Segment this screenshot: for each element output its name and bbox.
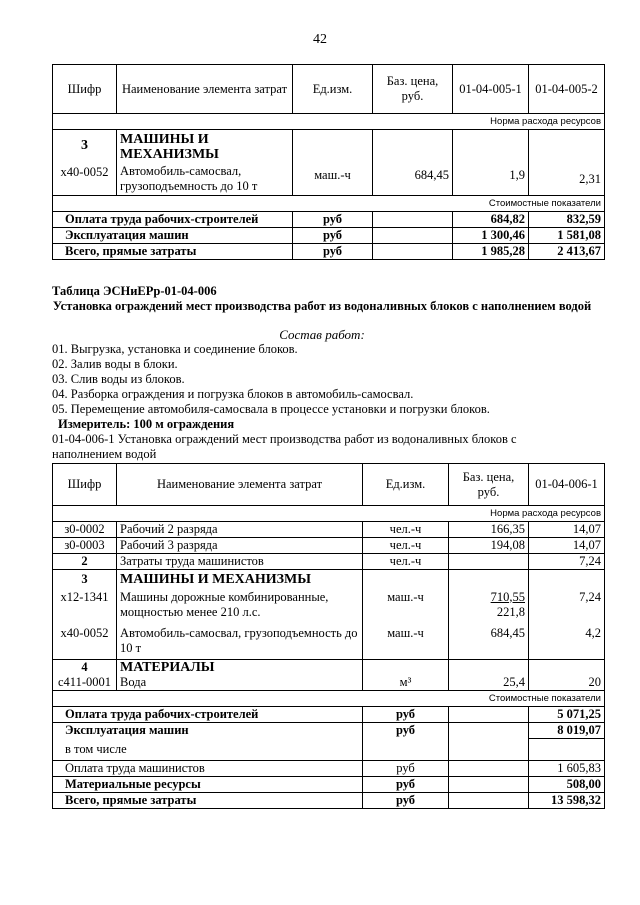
total-unit: руб: [363, 761, 449, 777]
meter: Измеритель: 100 м ограждения: [58, 417, 235, 431]
total-value: 1 605,83: [529, 761, 605, 777]
total-unit: руб: [363, 723, 449, 739]
row-price: 166,35: [449, 522, 529, 538]
total-unit: руб: [363, 777, 449, 793]
row-code: з0-0003: [53, 538, 117, 554]
item-value-2: 2,31: [529, 130, 605, 196]
work-item: 04. Разборка ограждения и погрузка блоков в автомобиль-самосвал.: [52, 387, 414, 401]
table-resources-01-04-005: [52, 64, 605, 260]
header-price: Баз. цена, руб.: [373, 65, 453, 114]
row-name: Рабочий 2 разряда: [117, 522, 363, 538]
row-name: Автомобиль-самосвал, грузоподъемность до 10 т: [117, 626, 363, 660]
row-value: 7,24: [529, 554, 605, 570]
row-price: 684,45: [449, 626, 529, 660]
header-price: Баз. цена, руб.: [449, 464, 529, 506]
item-description: 01-04-006-1 Установка ограждений мест производства работ из водоналивных блоков с наполнением водой: [52, 432, 517, 461]
section-number: 3: [81, 138, 88, 153]
row-value: 14,07: [529, 522, 605, 538]
total-unit: руб: [293, 228, 373, 244]
table-title: Таблица ЭСНиЕРр-01-04-006: [52, 284, 217, 298]
item-value-1: 1,9: [453, 130, 529, 196]
item-price: 684,45: [373, 130, 453, 196]
total-label: в том числе: [53, 739, 363, 761]
row-name: Рабочий 3 разряда: [117, 538, 363, 554]
row-price-secondary: 221,8: [496, 604, 525, 619]
table-subtitle: Установка ограждений мест производства работ из водоналивных блоков с наполнением водой: [52, 299, 592, 313]
row-code: 2: [53, 554, 117, 570]
row-code: х12-1341: [53, 590, 117, 626]
row-price: 25,4: [449, 675, 529, 691]
total-value: 8 019,07: [529, 723, 605, 739]
row-unit: маш.-ч: [363, 626, 449, 660]
header-unit: Ед.изм.: [293, 65, 373, 114]
total-label: Оплата труда машинистов: [53, 761, 363, 777]
total-value-2: 832,59: [529, 212, 605, 228]
row-value: 20: [529, 675, 605, 691]
total-value: 13 598,32: [529, 793, 605, 809]
section-number: 3: [53, 570, 117, 590]
work-item: 02. Залив воды в блоки.: [52, 357, 178, 371]
table-resources-01-04-006: [52, 463, 605, 809]
total-label: Всего, прямые затраты: [53, 244, 293, 260]
total-value-1: 1 985,28: [453, 244, 529, 260]
section-title: МАТЕРИАЛЫ: [117, 660, 363, 676]
total-unit: руб: [293, 212, 373, 228]
cost-label: Стоимостные показатели: [53, 196, 605, 212]
total-label: Эксплуатация машин: [53, 723, 363, 739]
cost-label: Стоимостные показатели: [53, 691, 605, 707]
row-unit: чел.-ч: [363, 522, 449, 538]
composition-title: Состав работ:: [279, 327, 365, 342]
header-col-1: 01-04-006-1: [529, 464, 605, 506]
header-unit: Ед.изм.: [363, 464, 449, 506]
item-name: Автомобиль-самосвал, грузоподъемность до 10 т: [120, 164, 258, 193]
norm-label: Норма расхода ресурсов: [53, 114, 605, 130]
norm-label: Норма расхода ресурсов: [53, 506, 605, 522]
row-code: с411-0001: [53, 675, 117, 691]
total-unit: руб: [293, 244, 373, 260]
total-value-2: 2 413,67: [529, 244, 605, 260]
row-price: 710,55: [490, 589, 525, 604]
row-unit: маш.-ч: [363, 590, 449, 626]
row-name: Вода: [117, 675, 363, 691]
work-item: 05. Перемещение автомобиля-самосвала в процессе установки и погрузки блоков.: [52, 402, 490, 416]
total-value: 508,00: [529, 777, 605, 793]
total-label: Оплата труда рабочих-строителей: [53, 212, 293, 228]
row-code: з0-0002: [53, 522, 117, 538]
total-label: Всего, прямые затраты: [53, 793, 363, 809]
total-label: Материальные ресурсы: [53, 777, 363, 793]
section-title: МАШИНЫ И МЕХАНИЗМЫ: [117, 570, 363, 590]
header-code: Шифр: [53, 464, 117, 506]
row-name: Затраты труда машинистов: [117, 554, 363, 570]
total-unit: руб: [363, 707, 449, 723]
total-label: Оплата труда рабочих-строителей: [53, 707, 363, 723]
total-unit: руб: [363, 793, 449, 809]
row-unit: м³: [363, 675, 449, 691]
row-price: 194,08: [449, 538, 529, 554]
row-unit: чел.-ч: [363, 538, 449, 554]
work-item: 03. Слив воды из блоков.: [52, 372, 185, 386]
header-col-2: 01-04-005-2: [529, 65, 605, 114]
header-name: Наименование элемента затрат: [117, 464, 363, 506]
row-value: 14,07: [529, 538, 605, 554]
item-code: х40-0052: [60, 165, 109, 179]
total-value-1: 1 300,46: [453, 228, 529, 244]
row-unit: чел.-ч: [363, 554, 449, 570]
page-number: 42: [313, 32, 327, 47]
header-col-1: 01-04-005-1: [453, 65, 529, 114]
item-unit: маш.-ч: [293, 130, 373, 196]
total-value: 5 071,25: [529, 707, 605, 723]
section-title: МАШИНЫ И МЕХАНИЗМЫ: [120, 132, 219, 162]
header-code: Шифр: [53, 65, 117, 114]
section-number: 4: [53, 660, 117, 676]
row-value: 4,2: [529, 626, 605, 660]
header-name: Наименование элемента затрат: [117, 65, 293, 114]
row-code: х40-0052: [53, 626, 117, 660]
total-label: Эксплуатация машин: [53, 228, 293, 244]
work-item: 01. Выгрузка, установка и соединение блоков.: [52, 342, 298, 356]
row-value: 7,24: [529, 590, 605, 626]
total-value-2: 1 581,08: [529, 228, 605, 244]
row-name: Машины дорожные комбинированные, мощностью менее 210 л.с.: [117, 590, 363, 626]
total-value-1: 684,82: [453, 212, 529, 228]
